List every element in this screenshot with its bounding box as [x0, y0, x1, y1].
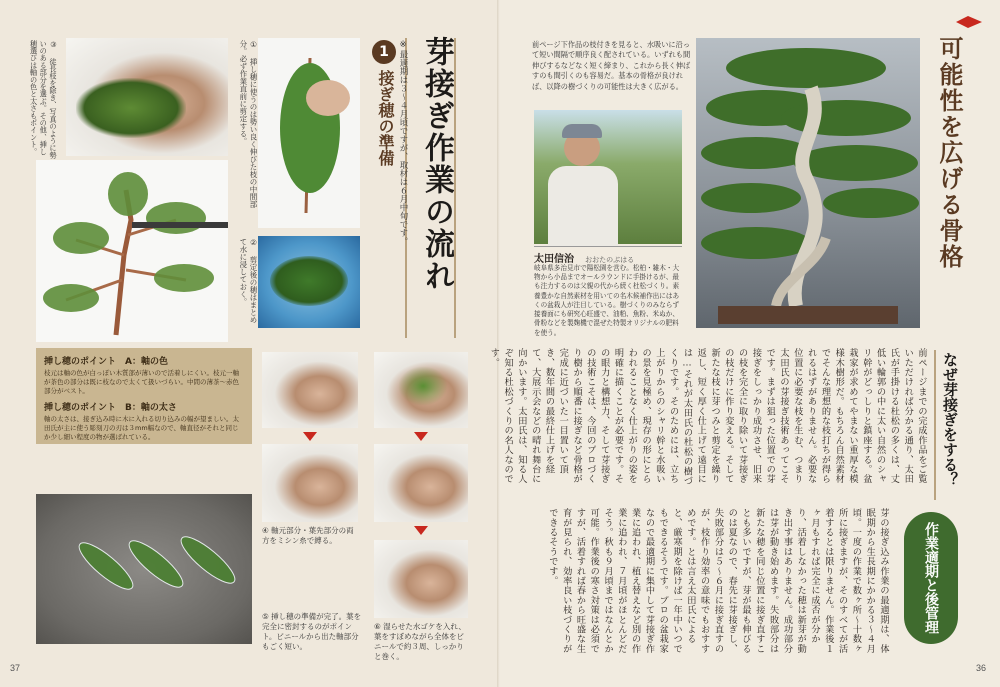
photo-step-wrap-3 — [374, 540, 468, 618]
photo-bonsai-tree — [696, 38, 920, 328]
caption-6: ⑥ 湿らせた水ゴケを入れ、葉をすぼめながら全体をビニールで約３周、しっかりと巻く。 — [374, 622, 466, 662]
photo-wrapped-cuttings — [36, 494, 252, 644]
bonsai-illustration — [696, 38, 920, 328]
arrow-down-3 — [414, 526, 428, 535]
caption-4: ④ 軸元部分・葉先部分の両方をミシン糸で縛る。 — [262, 526, 354, 546]
wrapped-cuttings-illustration — [36, 494, 252, 644]
why-heading: なぜ芽接ぎをする？ — [941, 352, 959, 487]
title-rule-2 — [454, 38, 456, 338]
point-a-title: 挿し穂のポイント A：軸の色 — [44, 357, 168, 367]
section-title-framework: 可能性を広げる骨格 — [935, 36, 964, 270]
branch-illustration — [36, 160, 228, 342]
corner-ornament-icon — [954, 14, 982, 28]
photo-bucket-water — [258, 236, 360, 328]
point-b-title: 挿し穂のポイント B：軸の太さ — [44, 403, 177, 414]
person-name: 太田信治 — [534, 254, 574, 265]
why-heading-rule — [934, 350, 936, 500]
photo-step-wrap-1 — [374, 352, 468, 428]
photo-single-cutting — [258, 38, 360, 228]
photo-hands-cutting — [66, 38, 228, 156]
photo-step-tie-2 — [262, 444, 358, 522]
profile-text: 岐阜県多治見市で陽松園を営む。松柏・雑木・大物から小品までオールラウンドに手掛けるが、最も注力するのは父親の代から続く杜松づくり。素養豊かな自然素材を用いての名木候補作出にはあくの盆栽人が注目している。樹づくりのみならず接養面にも研究心旺盛で、油粕、魚粉、米ぬか、骨粉などを製麹機で混ぜた特製オリジナルの肥料を使う。 — [534, 264, 680, 337]
why-body-text: 前ページまでの完成作品をご覧いただければ分かる通り、太田氏が手掛ける杜松の多くは、丈低い輪郭の中に太い自然のシャリ幹がどっしりと鎮座する。盆栽家が求めてやまない重厚な模様木樹形だ。もちろん自然素材でそんな理想的な枝打ちが得られるはずがありません。必要な位置に必要な枝を生む、つまり太田氏の芽接ぎ技術あってこそです。まずは狙った位置での芽接ぎをしっかり成功させ、旧来の枝を完全に取り除いて芽接ぎの枝だけに作り変える。そして新たな枝に芽つみと剪定を繰り返し、短く厚く仕上げて遠目には…それが太田氏の杜松の樹づくりです。そのためには、立ち上がりからのシャリ幹と水吸いの景を見極め、現存の形にとらわれることなく仕上がりの姿を明確に描くことが必要です。その眼力と構想力、そして芽接ぎの技術こそは、今回のプロづくり樹から順番に接ぎなど骨格が完成に近づいた一目置いて頂き、数年間の最終仕上げを経て、大展示会などの晴れ舞台に向かいます。太田氏は、知る人ぞ知る杜松づくりの名人なのです。 — [488, 348, 927, 486]
section-number: 1 — [379, 44, 389, 60]
photo-cutting-closeup — [36, 160, 228, 342]
page-number-left: 37 — [10, 663, 21, 673]
arrow-down-2 — [414, 432, 428, 441]
main-title: 芽接ぎ作業の流れ — [419, 36, 454, 292]
right-page — [488, 0, 1000, 687]
points-box — [36, 348, 252, 444]
point-b-text: 軸の太さは、接ぎ込み時に木に入れる切り込みの幅が望ましい。太田氏が主に使う彫刻刀の刃は３mm幅なので、軸直径がそれと同じか少し細い程度の物が選ばれている。 — [44, 415, 239, 441]
caption-1: ① 挿し穂に使うのは勢い良く伸びた枝の中間部分。必ず作業直前に剪定する。 — [238, 40, 258, 208]
caption-5: ⑤ 挿し穂の準備が完了。葉を完全に密封するのがポイント。ビニールから出た軸部分もごく短い。 — [262, 612, 362, 652]
arrow-down-1 — [303, 432, 317, 441]
name-bar — [534, 246, 682, 265]
cutting-illustration — [258, 38, 360, 228]
intro-text: 前ページ下作品の枝付きを見ると、水吸いに沿って短い間隔で順序良く配されている。いずれも間伸びするなどなく短く締まり、これから長く伸ばすのも間引くのも容易だ。基本の骨格が良ければ、以降の樹づくりの可能性は大きく広がる。 — [532, 40, 691, 91]
caption-3: ③ 徒長枝を除き、写真のように勢いのある部分を選ぶ。その他、挿し穂選びは軸の色と太さもポイント。 — [29, 40, 58, 159]
section-tab — [896, 512, 966, 652]
top-note: ※最適期は３〜４月頃ですが、取材は６月中旬です。 — [398, 40, 408, 246]
section-heading: 接ぎ穂の準備 — [376, 70, 395, 166]
photo-step-wrap-2 — [374, 444, 468, 522]
photo-step-tie-1 — [262, 352, 358, 428]
person-reading: おおたのぶはる — [585, 256, 635, 264]
page-number-right: 36 — [975, 663, 986, 673]
point-a-text: 枝元は軸の色が白っぽい木質部が薄いので活着しにくい。枝元一軸が茶色の部分は既に枝なので太くて扱いづらい。中間の薄茶〜赤色部分がベスト。 — [44, 369, 239, 395]
caption-2: ② 剪定後の穂はまとめて水に浸しておく。 — [238, 238, 258, 324]
section2-heading: 作業適期と後管理 — [904, 512, 958, 644]
photo-portrait-ota — [534, 110, 682, 244]
section2-body-text: 芽の接ぎ込み作業の最適期は、体眠期から生長期にかかる３〜４月頃。一度の作業で数ヶ所〜十数ヶ所に接ぎますが、そのすべてが活着するとは限りません。作業後１ヶ月もすれば完全に成否が分かり、活着しなかった穂は新芽が動き出す事はありません。成功部分は芽が動き始めます。失敗部分は新たな穂を同じ位置に接ぎ直すことも多いですが、芽が最も伸びるのは夏なので、春先に芽接ぎし、失敗部分は５〜６月に接ぎ直すのが、枝作り効率の意味でもおすすめです。とは言え太田氏によると、厳寒期を除けば一年中いつでもできるそうです。プロの盆栽家なので最適期に集中して芽接ぎ作業に追われ、植え替えなど別の作業に追われ、７月頃がほとんどだそう。秋も９月頃まではなんとか可能。作業後の寒さ対策は必須ですが、活着すれば春から旺盛な生育が見られ、効率良い枝づくりができるそうです。 — [546, 508, 889, 654]
